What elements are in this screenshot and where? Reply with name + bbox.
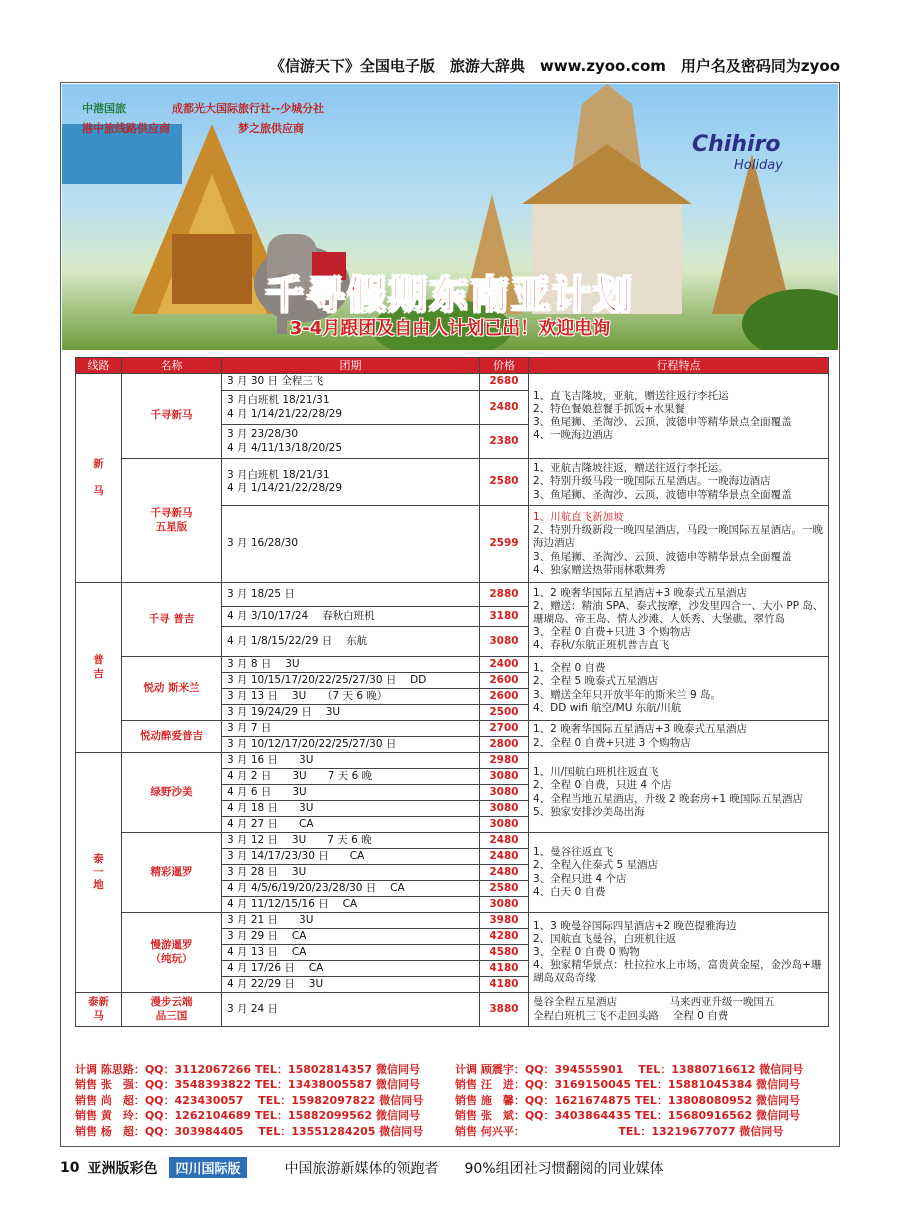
price-cell: 3980 (480, 913, 529, 929)
feature-line: 2、特别升级新段一晚四星酒店，马段一晚国际五星酒店。一晚海边酒店 (533, 524, 824, 550)
feature-line: 2、全程 5 晚泰式五星酒店 (533, 675, 659, 688)
feature-line: 1、2 晚奢华国际五星酒店+3 晚泰式五星酒店 (533, 586, 748, 599)
banner-subtitle: 3-4月跟团及自由人计划已出！欢迎电询 (289, 318, 611, 339)
date-cell: 3 月 13 日 3U （7 天 6 晚） (222, 689, 480, 705)
feature-line: 3、全程只进 4 个店 (533, 872, 627, 885)
price-cell: 3080 (480, 769, 529, 785)
route-xinma: 新 马 (76, 374, 122, 583)
date-cell: 3 月 10/15/17/20/22/25/27/30 日 DD (222, 673, 480, 689)
date-cell: 3 月 12 日 3U 7 天 6 晚 (222, 833, 480, 849)
feature-line: 3、鱼尾狮、圣淘沙、云顶、波德申等精华景点全面覆盖 (533, 488, 792, 501)
header-route: 线路 (76, 358, 122, 374)
contact-entry: 销售 汪 进：QQ：3169150045 TEL：15881045384 微信同号 (455, 1078, 800, 1092)
contact-entry: 销售 杨 超：QQ：303984405 TEL：13551284205 微信同号 (75, 1124, 424, 1138)
logo-mengzhilv: 梦之旅供应商 (238, 122, 304, 135)
date-cell: 4 月 13 日 CA (222, 945, 480, 961)
product-name: 悦动醉爱普吉 (122, 721, 222, 753)
feature-line: 4、春秋/东航正班机普吉直飞 (533, 639, 670, 652)
features-cell (529, 583, 829, 657)
feature-line: 1、川/国航白班机往返直飞 (533, 766, 659, 779)
date-cell: 4 月 3/10/17/24 春秋白班机 (222, 607, 480, 627)
date-cell: 3 月 7 日 (222, 721, 480, 737)
contact-row (75, 1124, 835, 1139)
contact-row (75, 1077, 835, 1092)
page-footer (60, 1157, 840, 1178)
contact-entry: 销售 尚 超：QQ：423430057 TEL：15982097822 微信同号 (75, 1093, 424, 1107)
date-cell: 4 月 22/29 日 3U (222, 977, 480, 993)
edition-label: 亚洲版彩色 (87, 1160, 158, 1177)
date-cell: 3 月 14/17/23/30 日 CA (222, 849, 480, 865)
date-cell: 4 月 6 日 3U (222, 785, 480, 801)
table-row (76, 657, 829, 673)
contact-entry: 计调 顾震宇：QQ：394555901 TEL：13880716612 微信同号 (455, 1063, 804, 1076)
product-name: 千寻 普吉 (122, 583, 222, 657)
contact-entry: 销售 张 强：QQ：3548393822 TEL：13438005587 微信同号 (75, 1078, 420, 1092)
feature-line: 5、独家安排沙美岛出海 (533, 805, 645, 818)
table-row (76, 833, 829, 849)
feature-line: 4、独家赠送热带雨林歌舞秀 (533, 563, 666, 576)
price-cell: 2580 (480, 881, 529, 897)
feature-line: 4、全程当地五星酒店，升级 2 晚套房+1 晚国际五星酒店 (533, 792, 803, 805)
feature-line: 3、鱼尾狮、圣淘沙、云顶、波德申等精华景点全面覆盖 (533, 550, 792, 563)
footer-slogan-2: 90%组团社习惯翻阅的同业媒体 (464, 1160, 664, 1177)
price-cell: 4180 (480, 961, 529, 977)
feature-line: 2、赠送：精油 SPA、泰式按摩，沙发里四合一、大小 PP 岛、珊瑚岛、帝王岛、情人沙滩、人妖秀、大堡礁、翠竹岛 (533, 599, 824, 625)
price-cell: 2980 (480, 753, 529, 769)
features-cell (529, 506, 829, 583)
price-cell: 2700 (480, 721, 529, 737)
table-row (76, 459, 829, 506)
price-cell: 2599 (480, 506, 529, 583)
feature-line: 1、2 晚奢华国际五星酒店+3 晚泰式五星酒店 (533, 723, 748, 736)
price-cell: 2600 (480, 689, 529, 705)
date-cell: 3 月 28 日 3U (222, 865, 480, 881)
date-cell: 3 月 16 日 3U (222, 753, 480, 769)
feature-line: 4、独家精华景点：杜拉拉水上市场，富贵黄金屋，金沙岛+珊瑚岛双岛奇缘 (533, 959, 822, 985)
feature-line: 4、DD wifi 航空/MU 东航/川航 (533, 701, 682, 714)
itinerary-table (75, 357, 829, 1027)
feature-line: 4、一晚海边酒店 (533, 429, 614, 442)
contact-row (75, 1108, 835, 1123)
features-cell (529, 721, 829, 753)
price-cell: 2480 (480, 849, 529, 865)
logo-zhonggang: 中港国旅 (82, 102, 126, 115)
product-name: 千寻新马 五星版 (122, 459, 222, 583)
features-cell (529, 374, 829, 459)
feature-line: 1、全程 0 自费 (533, 662, 606, 675)
price-cell: 2800 (480, 737, 529, 753)
table-header-row (76, 358, 829, 374)
price-cell: 4580 (480, 945, 529, 961)
price-cell: 2400 (480, 657, 529, 673)
feature-line: 全程白班机三飞不走回头路 全程 0 自费 (533, 1009, 729, 1022)
product-name: 悦动 斯米兰 (122, 657, 222, 721)
feature-line: 1、曼谷往返直飞 (533, 846, 614, 859)
price-cell: 4180 (480, 977, 529, 993)
date-cell: 3 月白班机 18/21/31 4 月 1/14/21/22/28/29 (222, 391, 480, 425)
price-cell: 3880 (480, 993, 529, 1027)
feature-line: 1、直飞吉隆坡，亚航，赠送往返行李托运 (533, 389, 729, 402)
date-cell: 4 月 4/5/6/19/20/23/28/30 日 CA (222, 881, 480, 897)
feature-line: 3、全程 0 自费+只进 3 个购物店 (533, 626, 691, 639)
feature-line: 2、全程 0 自费+只进 3 个购物店 (533, 736, 691, 749)
brand-logo: Chihiro (692, 132, 781, 157)
product-name: 绿野沙美 (122, 753, 222, 833)
feature-line: 2、全程入住泰式 5 星酒店 (533, 859, 659, 872)
product-name: 漫步云端 品三国 (122, 993, 222, 1027)
price-cell: 4280 (480, 929, 529, 945)
date-cell: 3 月 29 日 CA (222, 929, 480, 945)
logo-gangzhonglv: 港中旅线路供应商 (82, 122, 170, 135)
date-cell: 3 月 18/25 日 (222, 583, 480, 607)
header-topline: 《信游天下》全国电子版 旅游大辞典 www.zyoo.com 用户名及密码同为zyoo (269, 57, 840, 75)
price-cell: 3080 (480, 785, 529, 801)
header-name: 名称 (122, 358, 222, 374)
header-price: 价格 (480, 358, 529, 374)
date-cell: 3 月 30 日 全程三飞 (222, 374, 480, 391)
feature-line: 2、全程 0 自费，只进 4 个店 (533, 779, 672, 792)
date-cell: 3 月 19/24/29 日 3U (222, 705, 480, 721)
table-row (76, 374, 829, 391)
date-cell: 3 月 23/28/30 4 月 4/11/13/18/20/25 (222, 425, 480, 459)
right-temple-roof (522, 144, 692, 204)
publication-badge: 四川国际版 (169, 1157, 246, 1178)
contact-entry: 销售 何兴平： TEL：13219677077 微信同号 (455, 1124, 784, 1138)
date-cell: 4 月 18 日 3U (222, 801, 480, 817)
features-cell (529, 913, 829, 993)
feature-line: 2、国航直飞曼谷，白班机往返 (533, 932, 677, 945)
price-cell: 2480 (480, 833, 529, 849)
features-cell (529, 833, 829, 913)
price-cell: 2380 (480, 425, 529, 459)
price-cell: 3080 (480, 627, 529, 657)
banner-title: 千寻假期东南亚计划 (265, 273, 635, 317)
contact-entry: 销售 张 斌：QQ：3403864435 TEL：15680916562 微信同号 (455, 1109, 800, 1123)
price-cell: 3080 (480, 817, 529, 833)
table-row (76, 913, 829, 929)
date-cell: 3 月 24 日 (222, 993, 480, 1027)
feature-line: 4、白天 0 自费 (533, 885, 606, 898)
feature-line: 曼谷全程五星酒店 马来西亚升级一晚国五 (533, 996, 775, 1009)
hero-banner (62, 84, 838, 350)
price-cell: 2480 (480, 391, 529, 425)
feature-line: 3、鱼尾狮、圣淘沙、云顶、波德申等精华景点全面覆盖 (533, 416, 792, 428)
date-cell: 3 月 10/12/17/20/22/25/27/30 日 (222, 737, 480, 753)
date-cell: 3 月白班机 18/21/31 4 月 1/14/21/22/28/29 (222, 459, 480, 506)
contact-entry: 销售 施 馨：QQ：1621674875 TEL：13808080952 微信同号 (455, 1093, 800, 1107)
feature-line: 3、赠送全年只开放半年的斯米兰 9 岛。 (533, 688, 722, 701)
date-cell: 3 月 16/28/30 (222, 506, 480, 583)
date-cell: 4 月 11/12/15/16 日 CA (222, 897, 480, 913)
contact-entry: 计调 陈思路：QQ：3112067266 TEL：15802814357 微信同号 (75, 1063, 420, 1076)
date-cell: 3 月 8 日 3U (222, 657, 480, 673)
price-cell: 3080 (480, 897, 529, 913)
footer-slogan-1: 中国旅游新媒体的领跑者 (284, 1160, 439, 1177)
contact-row (75, 1093, 835, 1108)
logo-guangda: 成都光大国际旅行社--少城分社 (172, 102, 325, 115)
date-cell: 4 月 27 日 CA (222, 817, 480, 833)
table-row (76, 721, 829, 737)
feature-line: 1、川航直飞新加坡 (533, 511, 624, 524)
price-cell: 3180 (480, 607, 529, 627)
price-cell: 2580 (480, 459, 529, 506)
date-cell: 4 月 17/26 日 CA (222, 961, 480, 977)
feature-line: 3、全程 0 自费 0 购物 (533, 945, 640, 958)
contacts-block (75, 1062, 835, 1139)
date-cell: 4 月 1/8/15/22/29 日 东航 (222, 627, 480, 657)
price-cell: 2500 (480, 705, 529, 721)
price-cell: 3080 (480, 801, 529, 817)
route-taiyidi: 泰 一 地 (76, 753, 122, 993)
header-dates: 团期 (222, 358, 480, 374)
price-cell: 2680 (480, 374, 529, 391)
product-name: 千寻新马 (122, 374, 222, 459)
feature-line: 1、亚航吉隆坡往返，赠送往返行李托运。 (533, 462, 729, 475)
product-name: 精彩暹罗 (122, 833, 222, 913)
price-cell: 2480 (480, 865, 529, 881)
contact-entry: 销售 黄 玲：QQ：1262104689 TEL：15882099562 微信同号 (75, 1109, 420, 1123)
features-cell (529, 657, 829, 721)
route-puji: 普 吉 (76, 583, 122, 753)
header-features: 行程特点 (529, 358, 829, 374)
contact-row (75, 1062, 835, 1077)
brand-logo-sub: Holiday (734, 158, 783, 173)
features-cell (529, 993, 829, 1027)
page-number: 10 (60, 1159, 80, 1176)
price-cell: 2600 (480, 673, 529, 689)
feature-line: 1、3 晚曼谷国际四星酒店+2 晚芭提雅海边 (533, 919, 737, 932)
feature-line: 2、特色餐娘惹餐手抓饭+水果餐 (533, 402, 685, 415)
date-cell: 3 月 21 日 3U (222, 913, 480, 929)
features-cell (529, 753, 829, 833)
price-cell: 2880 (480, 583, 529, 607)
table-row (76, 753, 829, 769)
product-name: 慢游暹罗 （纯玩） (122, 913, 222, 993)
date-cell: 4 月 2 日 3U 7 天 6 晚 (222, 769, 480, 785)
table-row (76, 993, 829, 1027)
route-taixinma: 泰新 马 (76, 993, 122, 1027)
table-row (76, 583, 829, 607)
feature-line: 2、特别升级马段一晚国际五星酒店。一晚海边酒店 (533, 475, 771, 488)
features-cell (529, 459, 829, 506)
